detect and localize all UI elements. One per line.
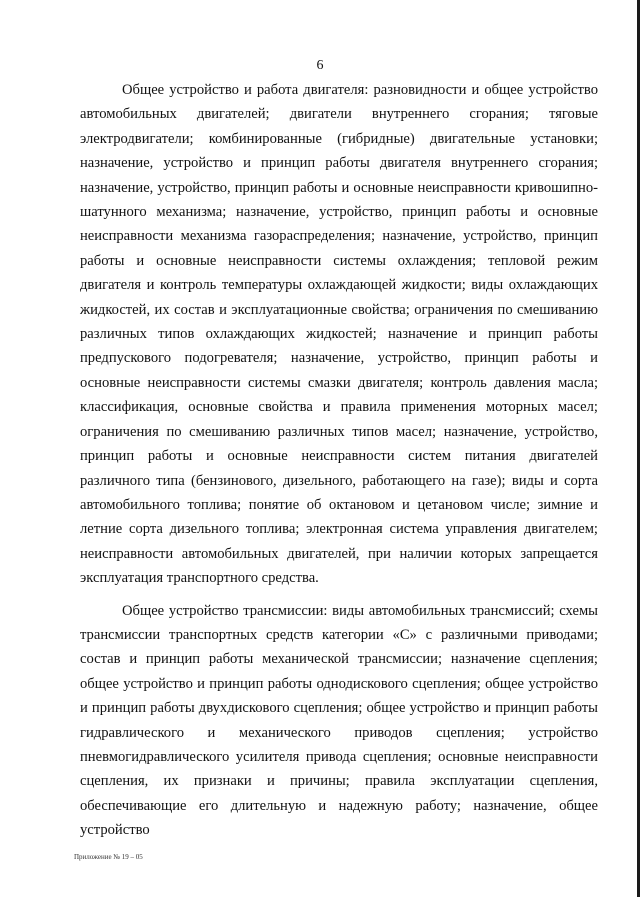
page-footer: Приложение № 19 – 05 — [74, 853, 143, 861]
page-number: 6 — [316, 58, 324, 73]
body-text — [80, 78, 598, 843]
paragraph-engine: Общее устройство и работа двигателя: разновидности и общее устройство автомобильных двигателей; двигатели внутреннего сгорания; тяговые электродвигатели; комбинированные (гибридные) двигательные установки; назначение, устройство и принцип работы двигателя внутреннего сгорания; назначение, устройство, принцип работы и основные неисправности кривошипно-шатунного механизма; назначение, устройство, принцип работы и основные неисправности механизма газораспределения; назначение, устройство, принцип работы и основные неисправности системы охлаждения; тепловой режим двигателя и контроль температуры охлаждающей жидкости; виды охлаждающих жидкостей, их состав и эксплуатационные свойства; ограничения по смешиванию различных типов охлаждающих жидкостей; назначение и принцип работы предпускового подогревателя; назначение, устройство, принцип работы и основные неисправности системы смазки двигателя; контроль давления масла; классификация, основные свойства и правила применения моторных масел; ограничения по смешиванию различных типов масел; назначение, устройство, принцип работы и основные неисправности систем питания двигателей различного типа (бензинового, дизельного, работающего на газе); виды и сорта автомобильного топлива; понятие об октановом и цетановом числе; зимние и летние сорта дизельного топлива; электронная система управления двигателем; неисправности автомобильных двигателей, при наличии которых запрещается эксплуатация транспортного средства. — [80, 82, 598, 587]
paragraph-transmission: Общее устройство трансмиссии: виды автомобильных трансмиссий; схемы трансмиссии транспортных средств категории «С» с различными приводами; состав и принцип работы механической трансмиссии; назначение сцепления; общее устройство и принцип работы однодискового сцепления; общее устройство и принцип работы двухдискового сцепления; общее устройство и принцип работы гидравлического и механического приводов сцепления; устройство пневмогидравлического усилителя привода сцепления; основные неисправности сцепления, их признаки и причины; правила эксплуатации сцепления, обеспечивающие его длительную и надежную работу; назначение, общее устройство — [80, 602, 598, 839]
